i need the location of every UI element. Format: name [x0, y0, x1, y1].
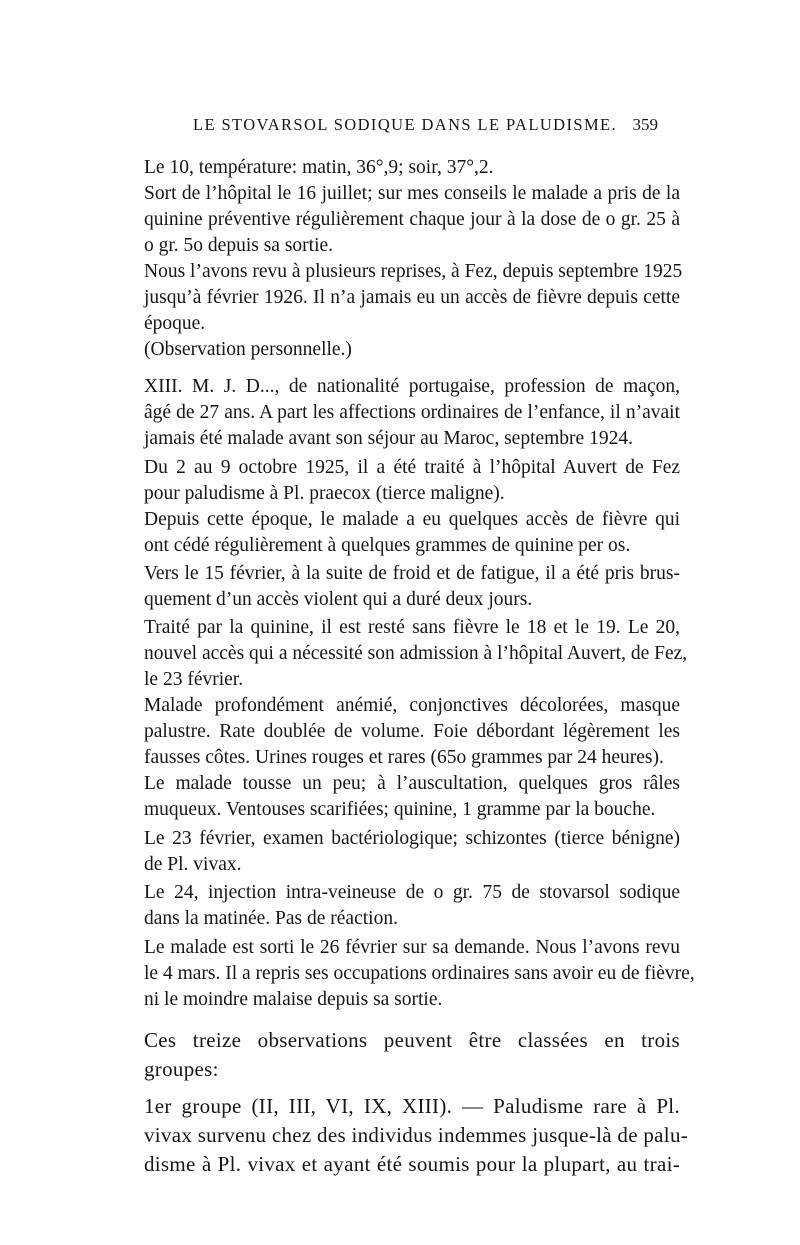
text-line: Malade profondément anémié, conjonctives décolorées, masque — [144, 695, 680, 716]
text-line: o gr. 5o depuis sa sortie. — [144, 235, 334, 256]
text-line: pour paludisme à Pl. praecox (tierce maligne). — [144, 483, 505, 504]
section-line: groupes: — [144, 1057, 219, 1081]
text-line: nouvel accès qui a nécessité son admission à l’hôpital Auvert, de Fez, — [144, 643, 688, 664]
text-line: quement d’un accès violent qui a duré deux jours. — [144, 589, 533, 610]
text-line: époque. — [144, 313, 206, 334]
text-line: Le malade tousse un peu; à l’auscultation, quelques gros râles — [144, 773, 680, 794]
page-number: 359 — [632, 115, 658, 134]
text-line: jamais été malade avant son séjour au Maroc, septembre 1924. — [144, 428, 633, 449]
text-line: palustre. Rate doublée de volume. Foie débordant légèrement les — [144, 721, 680, 742]
section-line: vivax survenu chez des individus indemmes jusque-là de palu- — [144, 1123, 689, 1147]
text-line: Nous l’avons revu à plusieurs reprises, à Fez, depuis septembre 1925 — [144, 261, 683, 282]
text-line: fausses côtes. Urines rouges et rares (65o grammes par 24 heures). — [144, 747, 664, 768]
text-line: ont cédé régulièrement à quelques grammes de quinine per os. — [144, 535, 631, 556]
text-line: Vers le 15 février, à la suite de froid et de fatigue, il a été pris brus- — [144, 563, 680, 584]
text-line: Le 24, injection intra-veineuse de o gr. 75 de stovarsol sodique — [144, 882, 680, 903]
running-head: LE STOVARSOL SODIQUE DANS LE PALUDISME. — [192, 115, 618, 134]
section-line: disme à Pl. vivax et ayant été soumis pour la plupart, au trai- — [144, 1152, 680, 1176]
text-line: Le 10, température: matin, 36°,9; soir, 37°,2. — [144, 157, 494, 178]
text-line: Traité par la quinine, il est resté sans fièvre le 18 et le 19. Le 20, — [144, 617, 680, 638]
text-line: Le malade est sorti le 26 février sur sa demande. Nous l’avons revu — [144, 937, 680, 958]
text-line: âgé de 27 ans. A part les affections ordinaires de l’enfance, il n’avait — [144, 402, 680, 423]
text-line: Sort de l’hôpital le 16 juillet; sur mes conseils le malade a pris de la — [144, 183, 680, 204]
text-line: ni le moindre malaise depuis sa sortie. — [144, 989, 443, 1010]
text-line: Le 23 février, examen bactériologique; schizontes (tierce bénigne) — [144, 828, 680, 849]
section-line: 1er groupe (II, III, VI, IX, XIII). — Paludisme rare à Pl. — [144, 1094, 680, 1118]
text-line: dans la matinée. Pas de réaction. — [144, 908, 398, 929]
text-line: (Observation personnelle.) — [144, 339, 352, 360]
text-line: jusqu’à février 1926. Il n’a jamais eu un accès de fièvre depuis cette — [144, 287, 680, 308]
text-line: le 23 février. — [144, 669, 244, 690]
section-line: Ces treize observations peuvent être classées en trois — [144, 1028, 680, 1052]
text-line: muqueux. Ventouses scarifiées; quinine, 1 gramme par la bouche. — [144, 799, 656, 820]
text-line: Du 2 au 9 octobre 1925, il a été traité à l’hôpital Auvert de Fez — [144, 457, 680, 478]
text-line: XIII. M. J. D..., de nationalité portugaise, profession de maçon, — [144, 376, 680, 397]
page-header — [150, 115, 658, 139]
text-line: le 4 mars. Il a repris ses occupations ordinaires sans avoir eu de fièvre, — [144, 963, 695, 984]
text-line: de Pl. vivax. — [144, 854, 242, 875]
text-line: Depuis cette époque, le malade a eu quelques accès de fièvre qui — [144, 509, 680, 530]
text-line: quinine préventive régulièrement chaque jour à la dose de o gr. 25 à — [144, 209, 680, 230]
